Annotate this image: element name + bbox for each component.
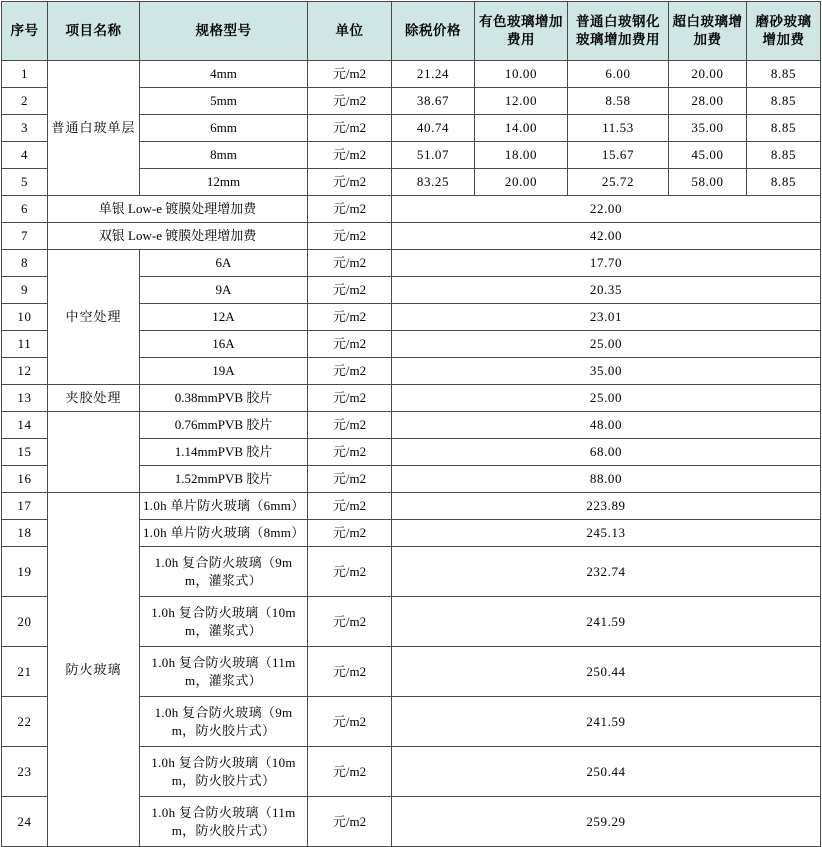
row-spec: 0.38mmPVB 胶片	[140, 385, 308, 412]
row-no: 1	[2, 61, 48, 88]
row-spec: 0.76mmPVB 胶片	[140, 412, 308, 439]
category-laminated: 夹胶处理	[48, 385, 140, 412]
row-unit: 元/m2	[308, 277, 392, 304]
row-unit: 元/m2	[308, 697, 392, 747]
row-spec: 1.0h 单片防火玻璃（8mm）	[140, 520, 308, 547]
table-row	[2, 250, 821, 277]
row-no: 13	[2, 385, 48, 412]
table-row	[2, 196, 821, 223]
row-no: 15	[2, 439, 48, 466]
row-no: 20	[2, 597, 48, 647]
category-spacer	[48, 412, 140, 493]
row-colored-fee: 14.00	[475, 115, 568, 142]
row-no: 22	[2, 697, 48, 747]
row-tempered-fee: 25.72	[568, 169, 669, 196]
column-header-item-name: 项目名称	[48, 2, 140, 61]
row-spec: 8mm	[140, 142, 308, 169]
row-tempered-fee: 15.67	[568, 142, 669, 169]
row-merged-price: 223.89	[392, 493, 821, 520]
row-spec: 双银 Low-e 镀膜处理增加费	[48, 223, 308, 250]
row-price: 21.24	[392, 61, 475, 88]
table-row	[2, 223, 821, 250]
table-row	[2, 412, 821, 439]
row-unit: 元/m2	[308, 250, 392, 277]
column-header-tempered-fee: 普通白玻钢化玻璃增加费用	[568, 2, 669, 61]
row-unit: 元/m2	[308, 597, 392, 647]
category-hollow: 中空处理	[48, 250, 140, 385]
row-unit: 元/m2	[308, 223, 392, 250]
row-no: 19	[2, 547, 48, 597]
row-merged-price: 42.00	[392, 223, 821, 250]
row-ultraclear-fee: 45.00	[669, 142, 747, 169]
row-spec: 12A	[140, 304, 308, 331]
row-tempered-fee: 8.58	[568, 88, 669, 115]
row-merged-price: 23.01	[392, 304, 821, 331]
row-frosted-fee: 8.85	[747, 88, 821, 115]
row-tempered-fee: 11.53	[568, 115, 669, 142]
row-ultraclear-fee: 35.00	[669, 115, 747, 142]
row-merged-price: 68.00	[392, 439, 821, 466]
category-plain-glass: 普通白玻单层	[48, 61, 140, 196]
row-price: 38.67	[392, 88, 475, 115]
row-spec: 1.0h 单片防火玻璃（6mm）	[140, 493, 308, 520]
row-tempered-fee: 6.00	[568, 61, 669, 88]
table-row	[2, 385, 821, 412]
row-colored-fee: 18.00	[475, 142, 568, 169]
row-merged-price: 232.74	[392, 547, 821, 597]
row-unit: 元/m2	[308, 647, 392, 697]
row-no: 18	[2, 520, 48, 547]
row-merged-price: 48.00	[392, 412, 821, 439]
row-no: 14	[2, 412, 48, 439]
row-unit: 元/m2	[308, 547, 392, 597]
row-merged-price: 22.00	[392, 196, 821, 223]
row-no: 11	[2, 331, 48, 358]
row-no: 16	[2, 466, 48, 493]
table-body	[2, 61, 821, 847]
row-ultraclear-fee: 58.00	[669, 169, 747, 196]
row-colored-fee: 12.00	[475, 88, 568, 115]
row-spec: 1.0h 复合防火玻璃（11mm，防火胶片式）	[140, 797, 308, 847]
column-header-no: 序号	[2, 2, 48, 61]
row-spec: 1.0h 复合防火玻璃（11mm，灌浆式）	[140, 647, 308, 697]
row-unit: 元/m2	[308, 115, 392, 142]
row-unit: 元/m2	[308, 439, 392, 466]
row-spec: 6A	[140, 250, 308, 277]
row-no: 2	[2, 88, 48, 115]
row-no: 12	[2, 358, 48, 385]
row-frosted-fee: 8.85	[747, 115, 821, 142]
table-row	[2, 61, 821, 88]
header-row	[2, 2, 821, 61]
row-unit: 元/m2	[308, 331, 392, 358]
row-spec: 1.0h 复合防火玻璃（10mm，灌浆式）	[140, 597, 308, 647]
row-colored-fee: 20.00	[475, 169, 568, 196]
row-no: 6	[2, 196, 48, 223]
row-merged-price: 25.00	[392, 331, 821, 358]
row-no: 21	[2, 647, 48, 697]
row-unit: 元/m2	[308, 466, 392, 493]
row-merged-price: 250.44	[392, 647, 821, 697]
row-merged-price: 88.00	[392, 466, 821, 493]
row-spec: 6mm	[140, 115, 308, 142]
row-spec: 1.0h 复合防火玻璃（10mm，防火胶片式）	[140, 747, 308, 797]
row-ultraclear-fee: 28.00	[669, 88, 747, 115]
row-merged-price: 241.59	[392, 597, 821, 647]
row-price: 83.25	[392, 169, 475, 196]
row-frosted-fee: 8.85	[747, 142, 821, 169]
row-merged-price: 35.00	[392, 358, 821, 385]
column-header-ultraclear-fee: 超白玻璃增加费	[669, 2, 747, 61]
row-no: 9	[2, 277, 48, 304]
table-row	[2, 493, 821, 520]
column-header-colored-fee: 有色玻璃增加费用	[475, 2, 568, 61]
row-no: 17	[2, 493, 48, 520]
row-unit: 元/m2	[308, 88, 392, 115]
row-no: 24	[2, 797, 48, 847]
row-no: 8	[2, 250, 48, 277]
row-spec: 5mm	[140, 88, 308, 115]
row-merged-price: 17.70	[392, 250, 821, 277]
row-ultraclear-fee: 20.00	[669, 61, 747, 88]
row-spec: 4mm	[140, 61, 308, 88]
row-price: 40.74	[392, 115, 475, 142]
row-no: 4	[2, 142, 48, 169]
row-unit: 元/m2	[308, 304, 392, 331]
row-unit: 元/m2	[308, 493, 392, 520]
row-unit: 元/m2	[308, 797, 392, 847]
row-no: 3	[2, 115, 48, 142]
row-spec: 1.14mmPVB 胶片	[140, 439, 308, 466]
row-unit: 元/m2	[308, 747, 392, 797]
row-spec: 单银 Low-e 镀膜处理增加费	[48, 196, 308, 223]
row-spec: 12mm	[140, 169, 308, 196]
row-spec: 16A	[140, 331, 308, 358]
column-header-spec: 规格型号	[140, 2, 308, 61]
row-price: 51.07	[392, 142, 475, 169]
row-merged-price: 20.35	[392, 277, 821, 304]
row-no: 10	[2, 304, 48, 331]
row-frosted-fee: 8.85	[747, 169, 821, 196]
row-unit: 元/m2	[308, 61, 392, 88]
row-unit: 元/m2	[308, 520, 392, 547]
row-no: 7	[2, 223, 48, 250]
category-fireproof: 防火玻璃	[48, 493, 140, 847]
row-no: 23	[2, 747, 48, 797]
row-unit: 元/m2	[308, 358, 392, 385]
row-frosted-fee: 8.85	[747, 61, 821, 88]
row-unit: 元/m2	[308, 169, 392, 196]
row-spec: 1.0h 复合防火玻璃（9mm，防火胶片式）	[140, 697, 308, 747]
row-spec: 9A	[140, 277, 308, 304]
column-header-price: 除税价格	[392, 2, 475, 61]
row-spec: 1.52mmPVB 胶片	[140, 466, 308, 493]
row-spec: 19A	[140, 358, 308, 385]
row-merged-price: 25.00	[392, 385, 821, 412]
price-table	[1, 1, 821, 847]
row-spec: 1.0h 复合防火玻璃（9mm，灌浆式）	[140, 547, 308, 597]
row-merged-price: 245.13	[392, 520, 821, 547]
column-header-frosted-fee: 磨砂玻璃增加费	[747, 2, 821, 61]
row-merged-price: 241.59	[392, 697, 821, 747]
row-unit: 元/m2	[308, 412, 392, 439]
table-header	[2, 2, 821, 61]
row-merged-price: 259.29	[392, 797, 821, 847]
row-merged-price: 250.44	[392, 747, 821, 797]
row-unit: 元/m2	[308, 142, 392, 169]
column-header-unit: 单位	[308, 2, 392, 61]
row-colored-fee: 10.00	[475, 61, 568, 88]
row-unit: 元/m2	[308, 196, 392, 223]
row-unit: 元/m2	[308, 385, 392, 412]
row-no: 5	[2, 169, 48, 196]
